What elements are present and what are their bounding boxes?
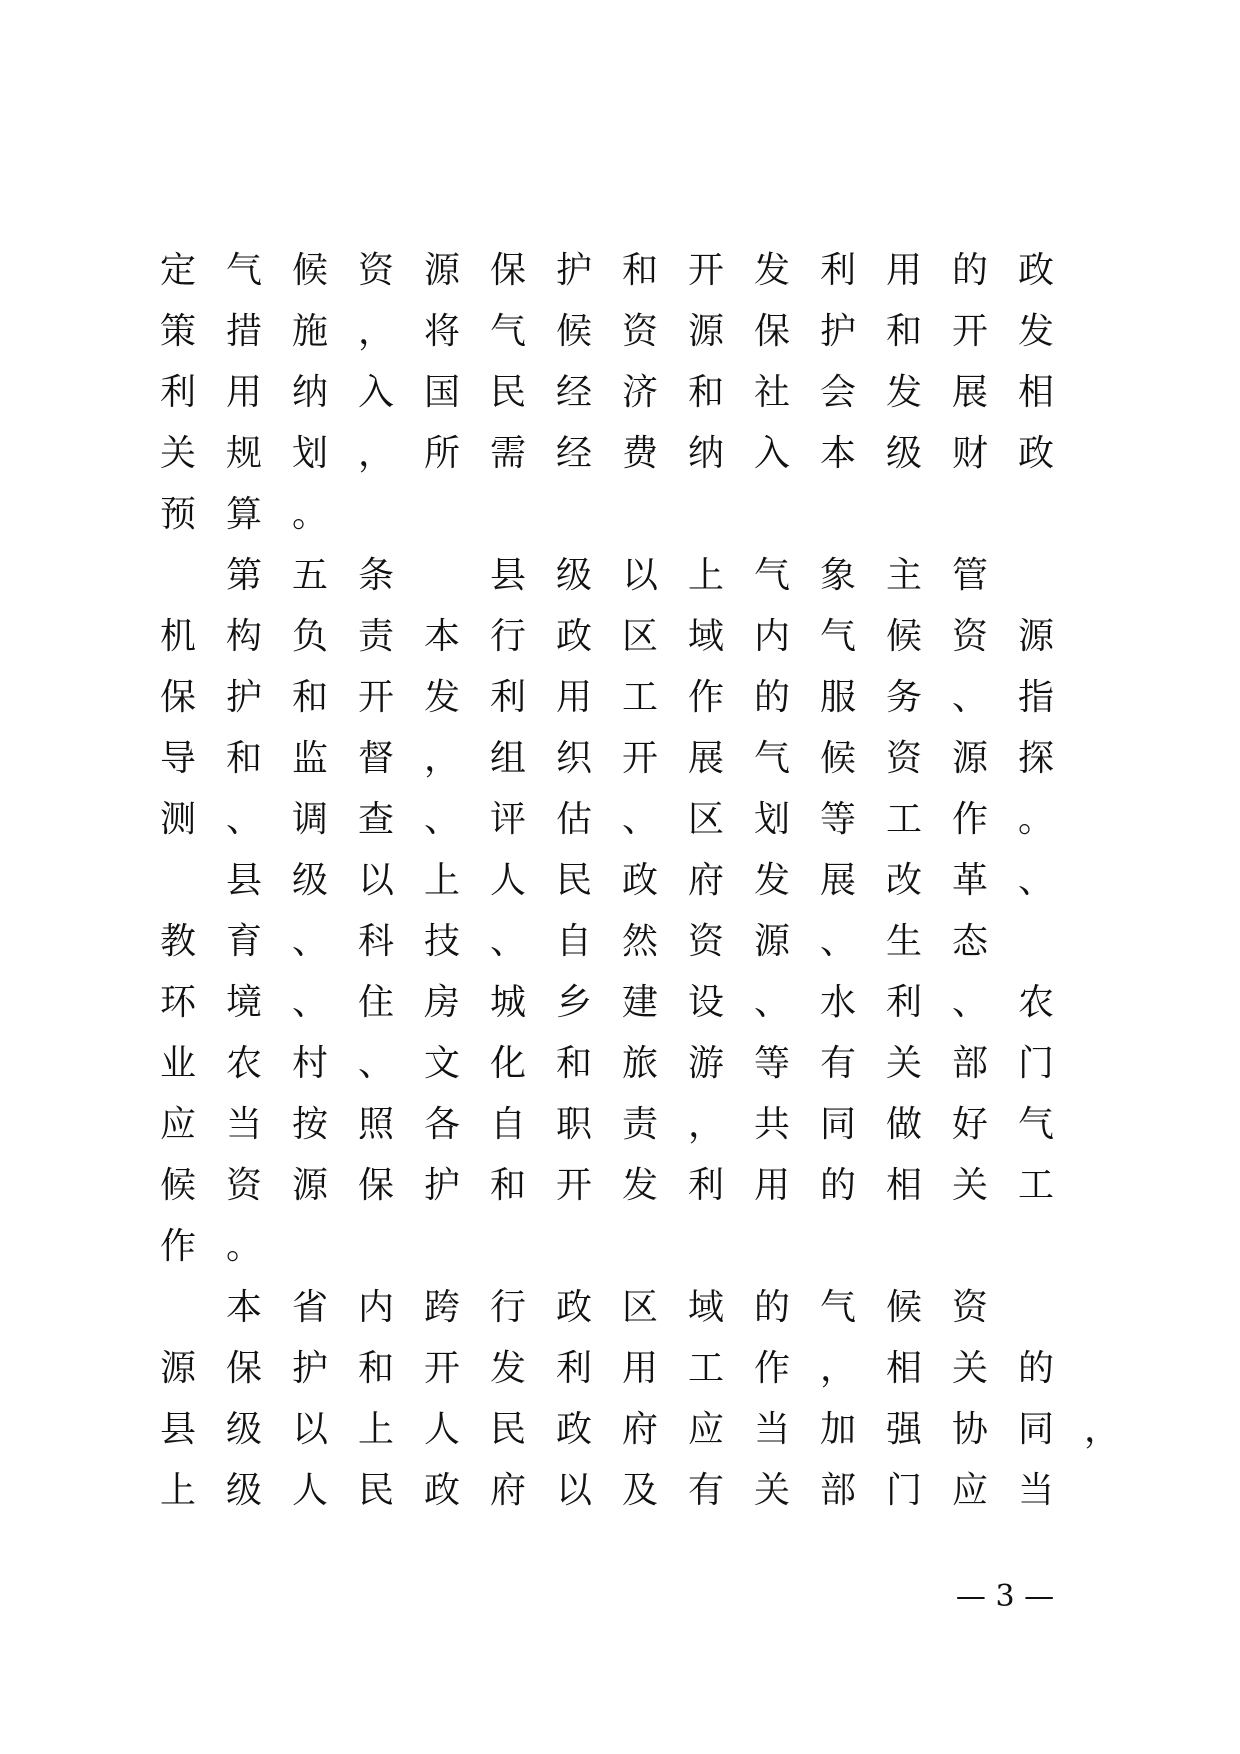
text-line: 预 算 。 <box>160 494 329 535</box>
article-heading-line: 第 五 条 县 级 以 上 气 象 主 管 <box>226 555 989 596</box>
text-line: 定 气 候 资 源 保 护 和 开 发 利 用 的 政 <box>160 250 1055 291</box>
text-line: 源 保 护 和 开 发 利 用 工 作 ， 相 关 的 <box>160 1348 1055 1389</box>
paragraph-first-line: 县 级 以 上 人 民 政 府 发 展 改 革 、 <box>226 860 1055 901</box>
text-line: 利 用 纳 入 国 民 经 济 和 社 会 发 展 相 <box>160 372 1055 413</box>
text-line: 保 护 和 开 发 利 用 工 作 的 服 务 、 指 <box>160 677 1055 718</box>
text-line: 候 资 源 保 护 和 开 发 利 用 的 相 关 工 <box>160 1165 1055 1206</box>
text-line: 上 级 人 民 政 府 以 及 有 关 部 门 应 当 <box>160 1470 1055 1511</box>
text-line: 测 、 调 查 、 评 估 、 区 划 等 工 作 。 <box>160 799 1055 840</box>
text-line: 作 。 <box>160 1226 263 1267</box>
text-line: 策 措 施 ， 将 气 候 资 源 保 护 和 开 发 <box>160 311 1055 352</box>
text-line: 教 育 、 科 技 、 自 然 资 源 、 生 态 <box>160 921 989 962</box>
text-line: 业 农 村 、 文 化 和 旅 游 等 有 关 部 门 <box>160 1043 1055 1084</box>
text-line: 导 和 监 督 ， 组 织 开 展 气 候 资 源 探 <box>160 738 1055 779</box>
text-line: 环 境 、 住 房 城 乡 建 设 、 水 利 、 农 <box>160 982 1055 1023</box>
text-line: 应 当 按 照 各 自 职 责 ， 共 同 做 好 气 <box>160 1104 1055 1145</box>
text-line: 关 规 划 ， 所 需 经 费 纳 入 本 级 财 政 <box>160 433 1055 474</box>
page-number: — 3 — <box>955 1579 1055 1614</box>
text-line: 县 级 以 上 人 民 政 府 应 当 加 强 协 同 ， <box>160 1409 1121 1450</box>
text-line: 机 构 负 责 本 行 政 区 域 内 气 候 资 源 <box>160 616 1055 657</box>
paragraph-first-line: 本 省 内 跨 行 政 区 域 的 气 候 资 <box>226 1287 989 1328</box>
